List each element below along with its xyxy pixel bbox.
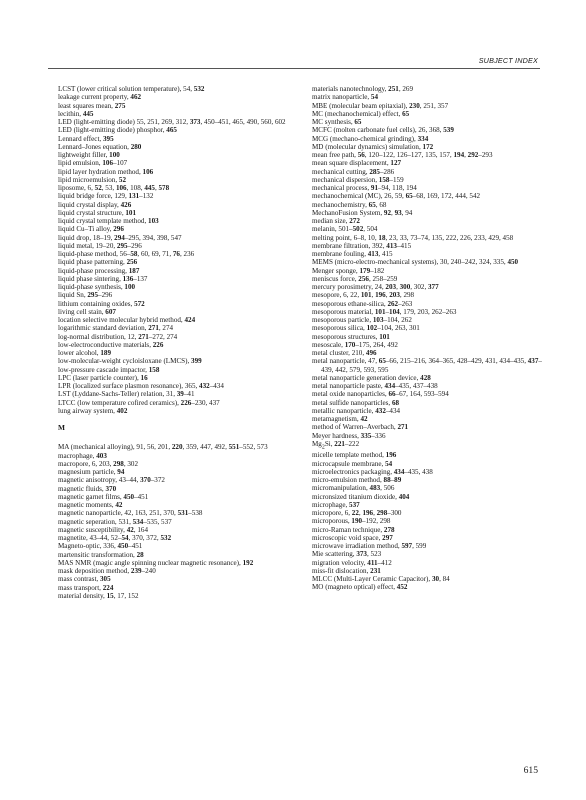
page-number: 615 [523, 765, 538, 776]
index-entry: micronsized titanium dioxide, 404 [312, 492, 410, 501]
index-entry: micro-Raman technique, 278 [312, 525, 395, 534]
index-entry: MBE (molecular beam epitaxial), 230, 251, 357 [312, 101, 449, 110]
index-entry: mechanochemical (MC), 26, 59, 65–68, 169, 172, 444, 542 [312, 192, 481, 201]
index-entry: method of Warren–Averbach, 271 [312, 423, 409, 432]
index-column-right [312, 85, 542, 592]
index-entry: mass transport, 224 [58, 583, 114, 592]
index-entry: lipid layer hydration method, 106 [58, 167, 154, 176]
index-entry: MLCC (Multi-Layer Ceramic Capacitor), 30, 84 [312, 575, 450, 584]
index-entry: mesoporous ethane-silica, 262–263 [312, 299, 413, 308]
index-entry: metamagnetism, 42 [312, 415, 368, 423]
index-entry: micro-emulsion method, 88–89 [312, 476, 402, 485]
index-entry: liquid-phase processing, 187 [58, 266, 140, 275]
index-entry: magnetic nanoparticle, 42, 163, 251, 370, 531–538 [58, 509, 203, 518]
index-entry: materials nanotechnology, 251, 269 [312, 85, 413, 93]
index-entry: Lennard effect, 395 [58, 134, 114, 143]
index-entry: lightweight filler, 100 [58, 151, 120, 159]
index-entry: MCFC (molten carbonate fuel cells), 26, 368, 539 [312, 126, 454, 135]
index-entry: magnetic anisotropy, 43–44, 370–372 [58, 476, 165, 485]
index-entry: mask deposition method, 239–240 [58, 567, 156, 575]
index-entry: MAS NMR (magic angle spinning nuclear magnetic resonance), 192 [58, 558, 254, 567]
index-entry: metal oxide nanoparticles, 66–67, 164, 593–594 [312, 390, 449, 399]
index-entry: matrix nanoparticle, 54 [312, 93, 378, 102]
index-entry: liquid Cu–Ti alloy, 296 [58, 225, 124, 234]
index-entry: MD (molecular dynamics) simulation, 172 [312, 142, 434, 151]
index-entry: liquid crystal structure, 101 [58, 208, 137, 217]
index-entry: liquid bridge force, 129, 131–132 [58, 192, 154, 201]
index-entry: LPC (laser particle counter), 16 [58, 373, 148, 382]
index-entry: microcapsule membrane, 54 [312, 459, 393, 468]
index-entry: lithium containing oxides, 572 [58, 299, 145, 308]
index-entry: MechanoFusion System, 92, 93, 94 [312, 208, 413, 217]
index-entry: location selective molecular hybrid method, 424 [58, 316, 196, 324]
index-entry: mesoporous silica, 102–104, 263, 301 [312, 324, 420, 333]
index-entry: liquid crystal template method, 103 [58, 217, 159, 225]
index-entry: low-pressure cascade impactor, 158 [58, 365, 160, 374]
index-entry: Lennard–Jones equation, 280 [58, 142, 142, 151]
index-entry: LPR (localized surface plasmon resonance), 365, 432–434 [58, 382, 224, 390]
index-entry: MC (mechanochemical) effect, 65 [312, 109, 410, 118]
index-entry: least squares mean, 275 [58, 101, 126, 110]
index-entry: metal nanoparticle paste, 434–435, 437–438 [312, 382, 438, 390]
index-entry: melting point, 6–8, 10, 18, 23, 33, 73–74, 135, 222, 226, 233, 429, 458 [312, 233, 514, 242]
index-entry: Mie scattering, 373, 523 [312, 550, 382, 559]
index-entry: microwave irradiation method, 597, 599 [312, 542, 427, 551]
index-entry: liquid drop, 18–19, 294–295, 394, 398, 547 [58, 233, 182, 242]
index-entry: Menger sponge, 179–182 [312, 266, 385, 275]
index-entry: macropore, 6, 203, 298, 302 [58, 459, 138, 468]
index-entry: MCG (mechano-chemical grinding), 334 [312, 134, 429, 143]
index-entry: lecithin, 445 [58, 109, 94, 118]
index-entry: magnetite, 43–44, 52–54, 370, 372, 532 [58, 534, 172, 542]
index-entry: microelectronics packaging, 434–435, 438 [312, 467, 433, 476]
index-entry: micromanipulation, 483, 506 [312, 484, 395, 493]
index-entry: meniscus force, 256, 258–259 [312, 274, 398, 283]
section-letter-m: M [58, 423, 65, 432]
index-column-left [58, 85, 286, 600]
index-entry: metal nanoparticle generation device, 428 [312, 373, 431, 382]
index-entry: LTCC (low temperature cofired ceramics), 226–230, 437 [58, 398, 220, 407]
index-entry: microporous, 190–192, 298 [312, 517, 391, 526]
index-entry: Magneto-optic, 336, 450–451 [58, 542, 143, 551]
index-entry: liposome, 6, 52, 53, 106, 108, 445, 578 [58, 184, 170, 192]
index-entry: metal nanoparticle, 47, 65–66, 215–216, 364–365, 428–429, 431, 434–435, 437–439, 442, 579, 593, 595 [312, 357, 542, 374]
index-entry: metal sulfide nanoparticles, 68 [312, 398, 400, 407]
index-entry: mean square displacement, 127 [312, 159, 402, 168]
index-entry: Meyer hardness, 335–336 [312, 431, 386, 440]
index-entry: mesopore, 6, 22, 101, 196, 203, 298 [312, 291, 415, 300]
index-entry: mechanical cutting, 285–286 [312, 167, 395, 176]
index-entry: mass contrast, 305 [58, 575, 111, 584]
index-entry: MA (mechanical alloying), 91, 56, 201, 220, 359, 447, 492, 551–552, 573 [58, 443, 268, 452]
index-entry: median size, 272 [312, 217, 360, 225]
index-entry: low-molecular-weight cycloisloxane (LMCS), 399 [58, 357, 202, 366]
index-entry: liquid Sn, 295–296 [58, 291, 113, 300]
index-entry: melanin, 501–502, 504 [312, 225, 378, 234]
index-entry: mechanical process, 91–94, 118, 194 [312, 184, 417, 192]
index-entry: lung airway system, 402 [58, 406, 128, 415]
index-entry: martensitic transformation, 28 [58, 550, 144, 559]
index-entry: leakage current property, 462 [58, 93, 142, 102]
index-entry: magnetic fluids, 370 [58, 484, 117, 493]
index-entry: magnetic seperation, 531, 534–535, 537 [58, 517, 172, 526]
index-entry: liquid-phase method, 56–58, 60, 69, 71, 76, 236 [58, 250, 195, 258]
index-entry: lipid emulsion, 106–107 [58, 159, 128, 168]
index-entry: liquid phase patterning, 256 [58, 258, 138, 267]
index-entry: LED (light-emitting diode) phosphor, 465 [58, 126, 177, 135]
index-entry: MEMS (micro-electro-mechanical systems), 30, 240–242, 324, 335, 450 [312, 258, 519, 267]
index-entry: macrophage, 403 [58, 451, 107, 460]
index-entry: lower alcohol, 189 [58, 349, 111, 357]
index-entry: micelle template method, 196 [312, 451, 397, 460]
index-entry: MC synthesis, 65 [312, 118, 362, 126]
index-entry: LCST (lower critical solution temperature), 54, 532 [58, 85, 205, 93]
index-entry: micropore, 6, 22, 196, 298–300 [312, 509, 402, 518]
index-entry: migration velocity, 411–412 [312, 558, 392, 567]
index-entry: microphage, 537 [312, 500, 360, 509]
index-entry: magnetic susceptibility, 42, 164 [58, 525, 148, 534]
index-entry: mesoporous material, 101–104, 179, 203, 262–263 [312, 307, 457, 316]
index-entry: liquid phase sintering, 136–137 [58, 274, 148, 283]
index-entry: living cell stain, 607 [58, 307, 116, 316]
index-entry: low-electroconductive materials, 226 [58, 340, 164, 349]
index-section-m-continued [312, 85, 542, 592]
index-entry: magnesium particle, 94 [58, 468, 125, 476]
index-entry: mechanochemistry, 65, 68 [312, 200, 387, 209]
index-entry: MO (magneto optical) effect, 452 [312, 583, 408, 592]
index-entry: mesoporous structures, 101 [312, 332, 390, 341]
index-entry: mesoscale, 170–175, 264, 492 [312, 340, 398, 349]
index-entry: magnetic moments, 42 [58, 501, 123, 509]
running-header: SUBJECT INDEX [478, 56, 538, 65]
index-entry: liquid-phase synthesis, 100 [58, 283, 136, 291]
index-entry: mechanical dispersion, 158–159 [312, 175, 404, 184]
index-entry: liquid crystal display, 426 [58, 200, 132, 209]
index-entry: LED (light-emitting diode) 55, 251, 269, 312, 373, 450–451, 465, 490, 560, 602 [58, 118, 286, 126]
index-section-m [58, 443, 286, 600]
index-entry: mesoporous particle, 103–104, 262 [312, 316, 412, 324]
index-entry: log-normal distribution, 12, 271–272, 274 [58, 332, 178, 341]
index-entry: metal cluster, 210, 496 [312, 349, 377, 357]
index-entry: magnetic garnet films, 450–451 [58, 492, 149, 501]
index-entry: mean free path, 56, 120–122, 126–127, 135, 157, 194, 292–293 [312, 151, 493, 159]
index-entry: liquid metal, 19–20, 295–296 [58, 241, 142, 250]
index-entry: miss-fit dislocation, 231 [312, 566, 381, 575]
index-entry: mercury porosimetry, 24, 203, 300, 302, 377 [312, 283, 439, 291]
index-section-l [58, 85, 286, 415]
index-entry: $Mg_2Si$, 221–222 [312, 439, 360, 451]
index-entry: logarithmic standard deviation, 271, 274 [58, 324, 174, 333]
index-entry: membrane filtration, 392, 413–415 [312, 241, 412, 250]
index-entry: metallic nanoparticle, 432–434 [312, 406, 401, 415]
index-entry: LST (Lyddane-Sachs-Teller) relation, 31, 39–41 [58, 390, 195, 399]
index-entry: material density, 15, 17, 152 [58, 591, 139, 600]
header-rule [48, 68, 540, 69]
index-entry: lipid microemulsion, 52 [58, 175, 126, 184]
index-entry: microscopic void space, 297 [312, 533, 393, 542]
index-entry: membrane fouling, 413, 415 [312, 250, 393, 258]
